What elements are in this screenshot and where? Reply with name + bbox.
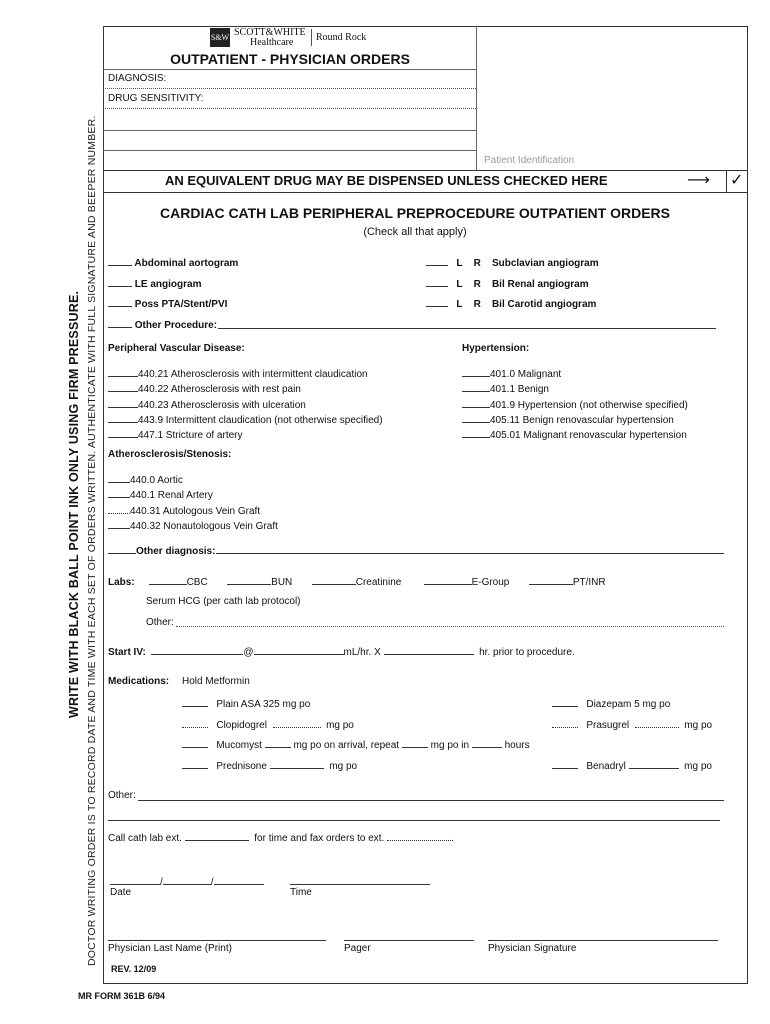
htn-item[interactable]: 401.9 Hypertension (not otherwise specified) <box>462 398 688 413</box>
lab-creatinine[interactable]: Creatinine <box>312 577 402 588</box>
procedure-subclavian-angiogram[interactable]: L R Subclavian angiogram <box>426 256 599 269</box>
signature-field[interactable] <box>488 940 718 941</box>
pvd-item[interactable]: 443.9 Intermittent claudication (not otherwise specified) <box>108 413 383 428</box>
athero-item[interactable]: 440.32 Nonautologous Vein Graft <box>108 519 278 534</box>
med-prednisone[interactable]: Prednisone mg po <box>182 759 357 772</box>
header-line-3 <box>103 150 476 151</box>
page-title: OUTPATIENT - PHYSICIAN ORDERS <box>170 51 410 67</box>
lab-ptinr[interactable]: PT/INR <box>529 577 606 588</box>
iv-rate-field[interactable] <box>254 645 344 655</box>
htn-item[interactable]: 401.0 Malignant <box>462 367 688 382</box>
med-mucomyst[interactable]: Mucomyst mg po on arrival, repeat mg po in hours <box>182 738 530 751</box>
form-number: MR FORM 361B 6/94 <box>78 991 166 1001</box>
drug-sensitivity-label: DRUG SENSITIVITY: <box>108 93 204 104</box>
check-row-bottom <box>103 192 748 193</box>
serum-hcg[interactable]: Serum HCG (per cath lab protocol) <box>146 596 301 607</box>
med-benadryl[interactable]: Benadryl mg po <box>552 759 712 772</box>
arrow-icon: ⟶ <box>687 170 710 189</box>
procedure-poss-pta[interactable]: Poss PTA/Stent/PVI <box>108 297 227 310</box>
htn-item[interactable]: 405.11 Benign renovascular hypertension <box>462 413 688 428</box>
labs-other-field[interactable] <box>176 626 724 627</box>
physician-name-label: Physician Last Name (Print) <box>108 943 232 954</box>
side-ink-warning-text: WRITE WITH BLACK BALL POINT INK ONLY USING FIRM PRESSURE. <box>67 290 81 718</box>
other-procedure-label: Other Procedure: <box>108 318 217 331</box>
labs-other-label: Other: <box>146 617 174 628</box>
revision-label: REV. 12/09 <box>111 964 157 974</box>
pvd-heading: Peripheral Vascular Disease: <box>108 343 245 354</box>
athero-item[interactable]: 440.1 Renal Artery <box>108 488 278 503</box>
diagnosis-line <box>103 88 476 89</box>
procedure-le-angiogram[interactable]: LE angiogram <box>108 277 201 290</box>
diagnosis-label: DIAGNOSIS: <box>108 73 167 84</box>
check-divider <box>726 170 727 192</box>
header-bottom-line <box>103 170 748 171</box>
procedure-bil-renal-angiogram[interactable]: L R Bil Renal angiogram <box>426 277 589 290</box>
procedure-abdominal-aortogram[interactable]: Abdominal aortogram <box>108 256 238 269</box>
lab-bun[interactable]: BUN <box>227 577 292 588</box>
time-field[interactable] <box>290 884 430 885</box>
pvd-item[interactable]: 440.21 Atherosclerosis with intermittent claudication <box>108 367 383 382</box>
physician-name-field[interactable] <box>108 940 326 941</box>
start-iv-row: Start IV: @ mL/hr. X hr. prior to procedure. <box>108 647 575 658</box>
hold-metformin[interactable]: Hold Metformin <box>182 676 250 687</box>
call-cath-lab-text: Call cath lab ext. for time and fax orders to ext. . <box>108 833 454 844</box>
logo-divider <box>311 29 312 46</box>
med-plain-asa[interactable]: Plain ASA 325 mg po <box>182 697 310 710</box>
side-instructions-text: DOCTOR WRITING ORDER IS TO RECORD DATE AND TIME WITH EACH SET OF ORDERS WRITTEN. AUTHENTICATE WITH FULL SIGNATURE AND BEEPER NUMBER. <box>86 115 98 966</box>
med-clopidogrel[interactable]: Clopidogrel mg po <box>182 718 354 731</box>
pvd-list <box>108 367 383 443</box>
pager-label: Pager <box>344 943 371 954</box>
fax-ext-field[interactable] <box>387 831 451 841</box>
other-procedure-field[interactable] <box>218 328 716 329</box>
procedure-bil-carotid-angiogram[interactable]: L R Bil Carotid angiogram <box>426 297 596 310</box>
medications-label: Medications: <box>108 676 170 687</box>
other-label: Other: <box>108 790 136 801</box>
htn-list <box>462 367 688 443</box>
athero-item[interactable]: 440.31 Autologous Vein Graft <box>108 504 278 519</box>
form-title: CARDIAC CATH LAB PERIPHERAL PREPROCEDURE OUTPATIENT ORDERS <box>160 205 670 221</box>
pvd-item[interactable]: 447.1 Stricture of artery <box>108 428 383 443</box>
pvd-item[interactable]: 440.22 Atherosclerosis with rest pain <box>108 382 383 397</box>
htn-item[interactable]: 401.1 Benign <box>462 382 688 397</box>
iv-fluid-field[interactable] <box>151 645 243 655</box>
patient-id-label: Patient Identification <box>484 155 575 166</box>
other-field-2[interactable] <box>108 820 720 821</box>
logo-mark: S&W <box>210 28 230 47</box>
athero-item[interactable]: 440.0 Aortic <box>108 473 278 488</box>
signature-label: Physician Signature <box>488 943 577 954</box>
equivalent-drug-checkbox[interactable]: ✓ <box>730 170 744 189</box>
athero-list <box>108 473 278 534</box>
logo-name: SCOTT&WHITE Healthcare <box>234 27 306 48</box>
cath-lab-ext-field[interactable] <box>185 831 249 841</box>
header-line <box>103 69 476 70</box>
other-field[interactable] <box>138 800 724 801</box>
form-subtitle: (Check all that apply) <box>363 226 467 238</box>
date-label: Date <box>110 887 132 898</box>
drug-line <box>103 108 476 109</box>
lab-cbc[interactable]: CBC <box>149 577 208 588</box>
labs-row: Labs: CBC BUN Creatinine E-Group PT/INR <box>108 577 606 588</box>
lab-egroup[interactable]: E-Group <box>424 577 510 588</box>
htn-item[interactable]: 405.01 Malignant renovascular hypertension <box>462 428 688 443</box>
header-line-2 <box>103 130 476 131</box>
pvd-item[interactable]: 440.23 Atherosclerosis with ulceration <box>108 398 383 413</box>
htn-heading: Hypertension: <box>462 343 530 354</box>
other-diagnosis-label: Other diagnosis: <box>108 544 215 557</box>
pager-field[interactable] <box>344 940 474 941</box>
athero-heading: Atherosclerosis/Stenosis: <box>108 449 232 460</box>
patient-id-divider <box>476 26 477 170</box>
equivalent-drug-text: AN EQUIVALENT DRUG MAY BE DISPENSED UNLESS CHECKED HERE <box>165 173 608 188</box>
med-diazepam[interactable]: Diazepam 5 mg po <box>552 697 670 710</box>
logo-location: Round Rock <box>316 32 367 43</box>
med-prasugrel[interactable]: Prasugrel mg po <box>552 718 712 731</box>
date-field[interactable]: / / <box>110 875 264 888</box>
time-label: Time <box>290 887 312 898</box>
iv-hours-field[interactable] <box>384 645 474 655</box>
other-diagnosis-field[interactable] <box>216 553 724 554</box>
